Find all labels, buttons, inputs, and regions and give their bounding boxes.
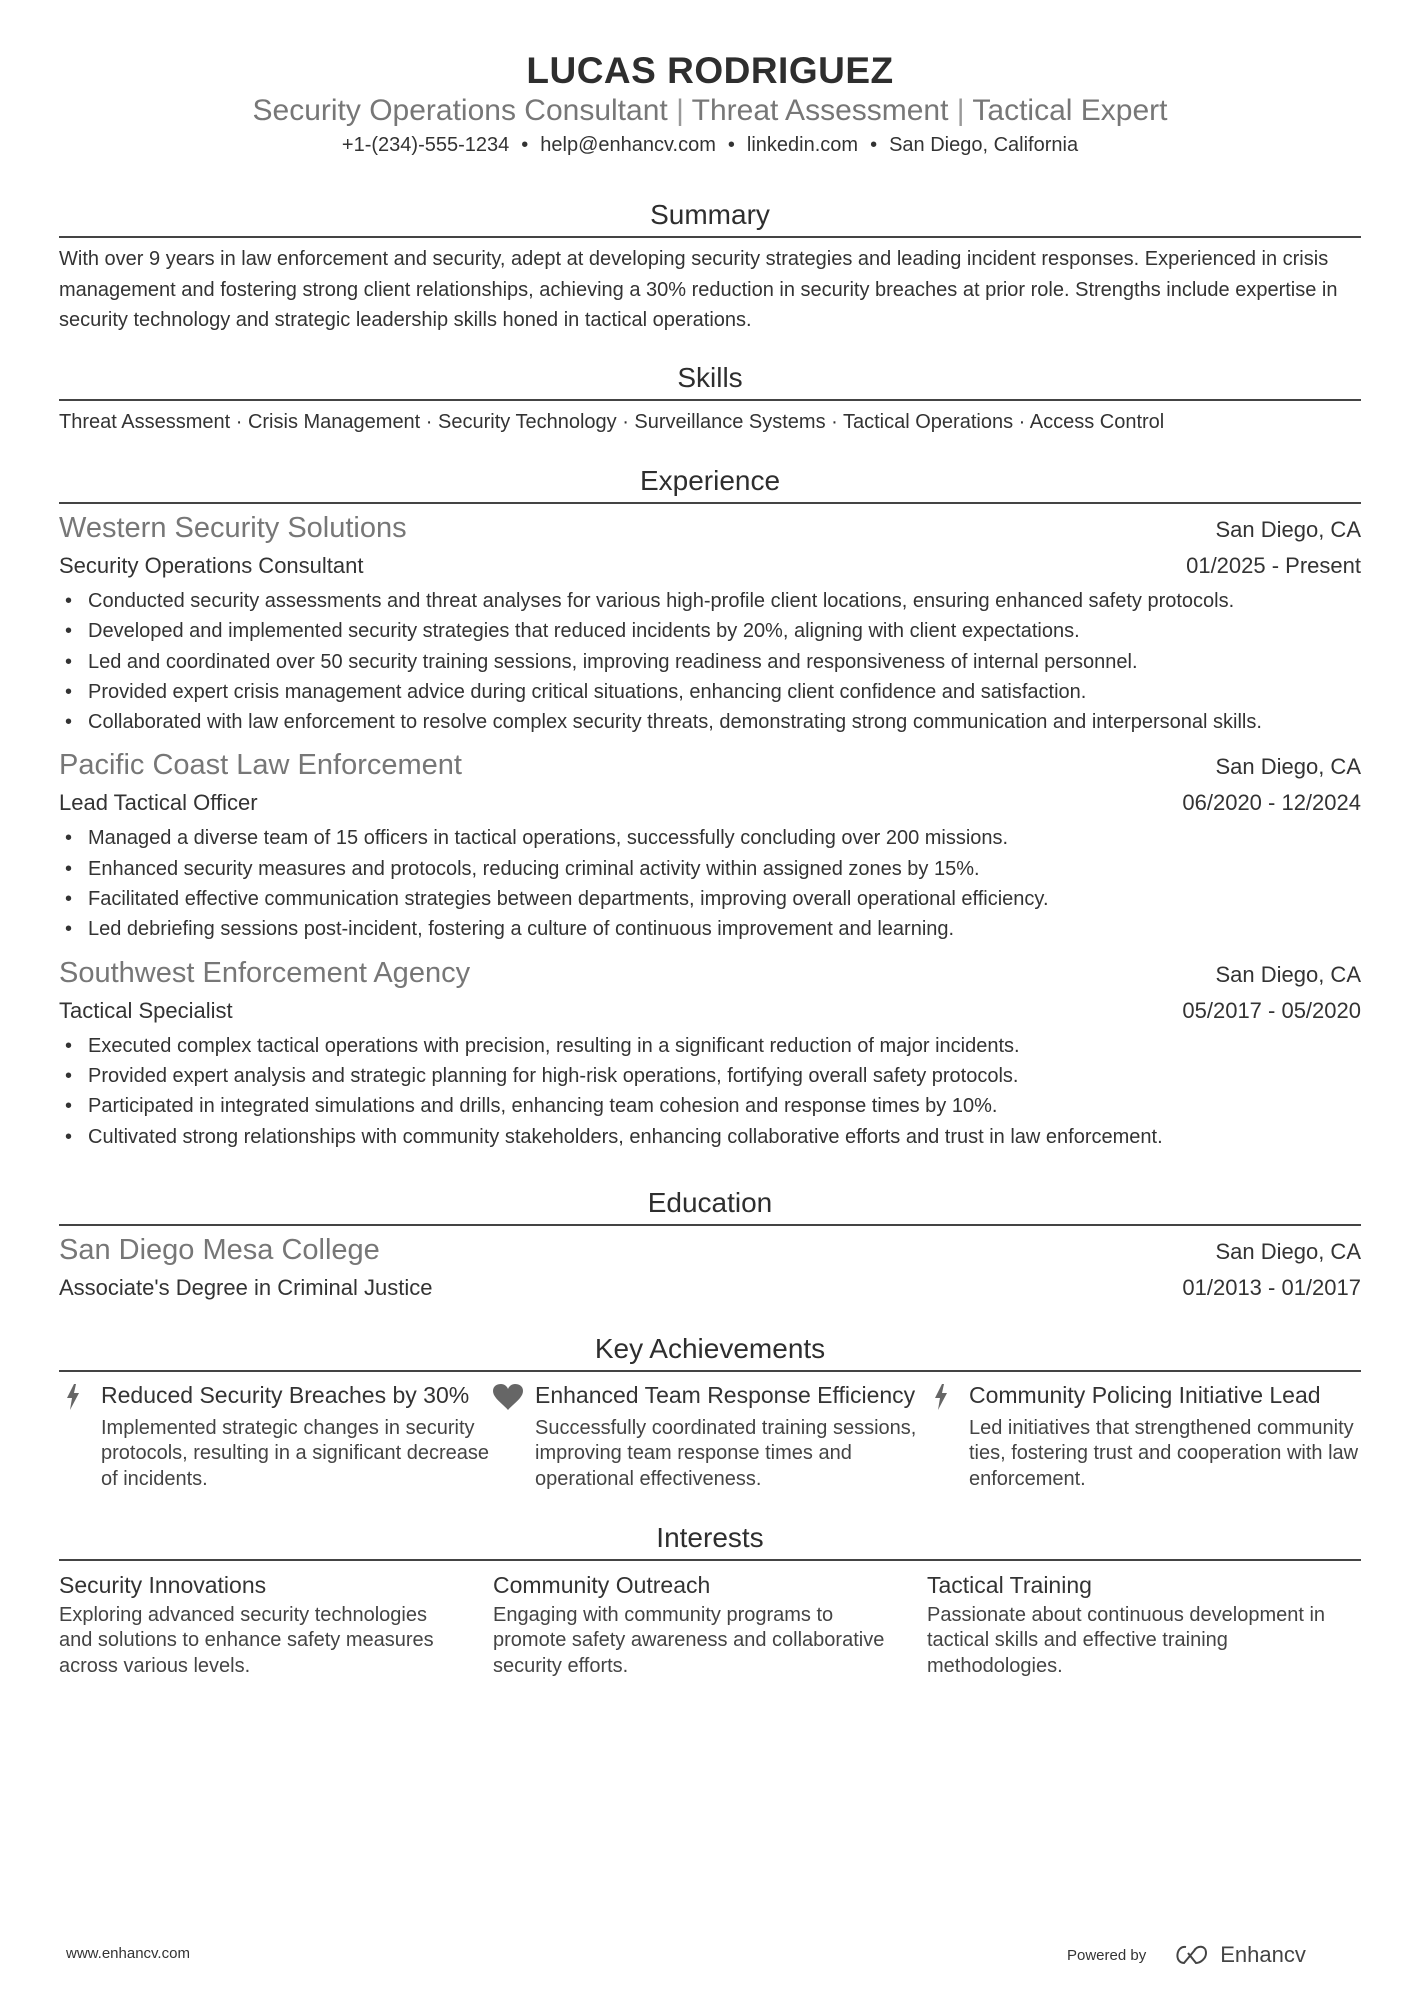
job-entry	[59, 955, 1361, 1152]
job-entry	[59, 510, 1361, 737]
footer-branding	[1067, 1942, 1306, 1968]
brand-name: Enhancv	[1220, 1942, 1306, 1967]
heart-icon	[493, 1380, 535, 1493]
job-title: Lead Tactical Officer	[59, 790, 258, 816]
interest-title: Security Innovations	[59, 1571, 267, 1598]
interest-title: Tactical Training	[927, 1571, 1092, 1598]
headline-part: Threat Assessment	[691, 94, 949, 127]
bullet-item: • Conducted security assessments and threat analyses for various high-profile client locations, ensuring enhanced safety protocols.	[59, 586, 1361, 616]
job-dates: 06/2020 - 12/2024	[1182, 790, 1361, 816]
bullet-item: • Participated in integrated simulations and drills, enhancing team cohesion and response times by 10%.	[59, 1091, 1361, 1121]
bullet-item: • Provided expert analysis and strategic planning for high-risk operations, fortifying overall safety protocols.	[59, 1061, 1361, 1091]
interest-description: Engaging with community programs to promote safety awareness and collaborative security efforts.	[493, 1603, 885, 1677]
education-section	[59, 1186, 1361, 1306]
footer-website[interactable]: www.enhancv.com	[66, 1945, 190, 1962]
job-title: Tactical Specialist	[59, 997, 233, 1023]
job-dates: 01/2025 - Present	[1186, 553, 1361, 578]
candidate-name: LUCAS RODRIGUEZ	[526, 50, 894, 91]
skills-list: Threat Assessment · Crisis Management · Security Technology · Surveillance Systems · Tactical Operations · Access Control	[59, 410, 1165, 433]
school-name: San Diego Mesa College	[59, 1233, 380, 1266]
bullet-item: • Enhanced security measures and protocols, reducing criminal activity within assigned zones by 15%.	[59, 854, 1361, 884]
achievement-description: Successfully coordinated training sessions, improving team response times and operational effectiveness.	[535, 1416, 917, 1491]
bullet-item: • Developed and implemented security strategies that reduced incidents by 20%, aligning with client expectations.	[59, 616, 1361, 646]
summary-text: With over 9 years in law enforcement and security, adept at developing security strategies and leading incident responses. Experienced in crisis management and fostering strong client relationships, achieving a 30% reduction in security breaches at prior role. Strengths include expertise in security technology and strategic leadership skills honed in tactical operations.	[59, 248, 1338, 331]
job-title: Security Operations Consultant	[59, 553, 364, 578]
bullet-item: • Managed a diverse team of 15 officers in tactical operations, successfully concluding over 200 missions.	[59, 823, 1361, 853]
company-name: Western Security Solutions	[59, 512, 407, 544]
job-bullets	[59, 586, 1361, 737]
bullet-item: • Collaborated with law enforcement to resolve complex security threats, demonstrating strong communication and interpersonal skills.	[59, 707, 1361, 737]
headline-part: Tactical Expert	[972, 94, 1168, 127]
interest-item	[493, 1569, 927, 1680]
achievement-description: Led initiatives that strengthened community ties, fostering trust and cooperation with law enforcement.	[969, 1416, 1359, 1491]
bolt-icon	[927, 1380, 969, 1493]
school-location: San Diego, CA	[1215, 1238, 1361, 1264]
job-location: San Diego, CA	[1215, 754, 1361, 780]
headline-part: Security Operations Consultant	[252, 94, 668, 127]
interest-description: Passionate about continuous development in tactical skills and effective training methodologies.	[927, 1603, 1326, 1677]
achievement-title: Reduced Security Breaches by 30%	[101, 1381, 470, 1408]
section-title: Summary	[59, 198, 1361, 238]
achievement-item	[59, 1380, 493, 1493]
section-title: Skills	[59, 361, 1361, 401]
education-dates: 01/2013 - 01/2017	[1182, 1274, 1361, 1300]
interests-section	[59, 1521, 1361, 1680]
achievement-title: Enhanced Team Response Efficiency	[535, 1381, 916, 1408]
interest-title: Community Outreach	[493, 1571, 711, 1598]
experience-section	[59, 464, 1361, 1152]
company-name: Southwest Enforcement Agency	[59, 956, 471, 989]
interest-item	[927, 1569, 1361, 1680]
job-location: San Diego, CA	[1215, 517, 1361, 542]
enhancv-logo-icon	[1172, 1943, 1212, 1967]
location: San Diego, California	[889, 134, 1079, 156]
achievement-item	[927, 1380, 1361, 1493]
bullet-item: • Led debriefing sessions post-incident, fostering a culture of continuous improvement and learning.	[59, 914, 1361, 944]
powered-by-label: Powered by	[1067, 1946, 1147, 1964]
achievement-description: Implemented strategic changes in security protocols, resulting in a significant decrease of incidents.	[101, 1416, 489, 1491]
bullet-item: • Cultivated strong relationships with community stakeholders, enhancing collaborative efforts and trust in law enforcement.	[59, 1122, 1361, 1152]
interest-item	[59, 1569, 493, 1680]
bullet-item: • Led and coordinated over 50 security training sessions, improving readiness and responsiveness of internal personnel.	[59, 647, 1361, 677]
contact-info: +1-(234)-555-1234 • help@enhancv.com • linkedin.com • San Diego, California	[341, 134, 1079, 156]
phone: +1-(234)-555-1234	[341, 134, 510, 156]
degree: Associate's Degree in Criminal Justice	[59, 1274, 433, 1300]
section-title: Education	[59, 1186, 1361, 1226]
job-bullets	[59, 1031, 1361, 1152]
job-dates: 05/2017 - 05/2020	[1182, 997, 1361, 1023]
job-entry	[59, 747, 1361, 944]
email-link[interactable]: help@enhancv.com	[540, 134, 716, 156]
bullet-item: • Facilitated effective communication strategies between departments, improving overall operational efficiency.	[59, 884, 1361, 914]
summary-section	[59, 198, 1361, 336]
bolt-icon	[59, 1380, 101, 1493]
achievements-section	[59, 1332, 1361, 1493]
section-title: Experience	[59, 464, 1361, 504]
interest-description: Exploring advanced security technologies and solutions to enhance safety measures across various levels.	[59, 1603, 434, 1677]
job-bullets	[59, 823, 1361, 944]
skills-section	[59, 361, 1361, 438]
company-name: Pacific Coast Law Enforcement	[59, 749, 462, 782]
job-location: San Diego, CA	[1215, 961, 1361, 987]
headline: Security Operations Consultant | Threat Assessment | Tactical Expert	[252, 94, 1168, 127]
section-title: Key Achievements	[59, 1332, 1361, 1372]
bullet-item: • Provided expert crisis management advice during critical situations, enhancing client confidence and satisfaction.	[59, 677, 1361, 707]
linkedin-link[interactable]: linkedin.com	[746, 134, 859, 156]
achievement-item	[493, 1380, 927, 1493]
bullet-item: • Executed complex tactical operations with precision, resulting in a significant reduction of major incidents.	[59, 1031, 1361, 1061]
achievement-title: Community Policing Initiative Lead	[969, 1381, 1321, 1408]
section-title: Interests	[59, 1521, 1361, 1561]
resume	[59, 0, 1361, 1679]
